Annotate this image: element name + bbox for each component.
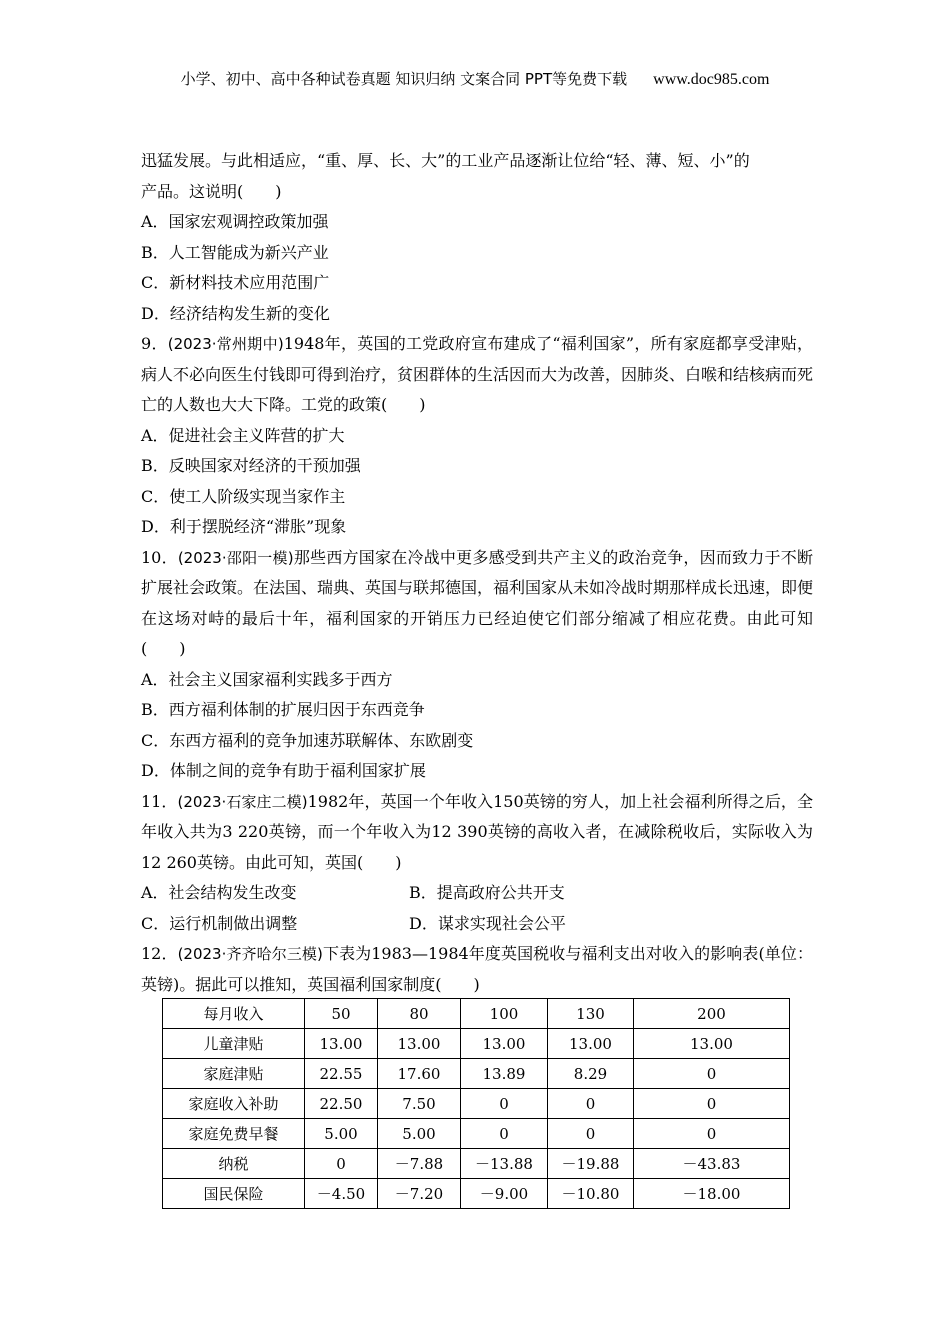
income-effect-table: [162, 998, 790, 1209]
table-cell: 13.00: [634, 1029, 790, 1059]
table-cell: 5.00: [305, 1119, 378, 1149]
question-content: [141, 146, 813, 1000]
q9-option-a: A．促进社会主义阵营的扩大: [141, 425, 345, 445]
q9-option-b: B．反映国家对经济的干预加强: [141, 456, 361, 475]
table-cell: 13.00: [378, 1029, 461, 1059]
table-row: [163, 1179, 790, 1209]
q10-option-a: A．社会主义国家福利实践多于西方: [141, 669, 393, 689]
q8-stem-line1: 迅猛发展。与此相适应，“重、厚、长、大”的工业产品逐渐让位给“轻、薄、短、小”的: [141, 151, 750, 170]
q11-option-a: A．社会结构发生改变: [141, 883, 297, 902]
table-cell: 22.50: [305, 1089, 378, 1119]
table-cell: 国民保险: [163, 1179, 305, 1209]
q10-text: 那些西方国家在冷战中更多感受到共产主义的政治竞争，因而致力于不断扩展社会政策。在法国、瑞典、英国与联邦德国，福利国家从未如冷战时期那样成长迅速，即便在这场对峙的最后十年，福利国家的开销压力已经迫使它们部分缩减了相应花费。由此可知( ): [141, 547, 814, 658]
table-cell: 100: [461, 999, 548, 1029]
q8-option-b: B．人工智能成为新兴产业: [141, 242, 329, 262]
table-row: [163, 1089, 790, 1119]
table-cell: 50: [305, 999, 378, 1029]
header-text: 小学、初中、高中各种试卷真题 知识归纳 文案合同 PPT等免费下载: [180, 70, 628, 88]
q9-option-d: D．利于摆脱经济“滞胀”现象: [141, 517, 347, 536]
table-cell: 家庭津贴: [163, 1059, 305, 1089]
q12-number: 12．: [141, 944, 178, 963]
table-row: [163, 1059, 790, 1089]
q11-source-tag: (2023·石家庄二模): [177, 792, 308, 811]
table-cell: 0: [634, 1119, 790, 1149]
table-cell: 儿童津贴: [163, 1029, 305, 1059]
table-cell: 0: [548, 1089, 634, 1119]
q11-option-b: B．提高政府公共开支: [409, 883, 565, 902]
table-cell: －7.88: [378, 1149, 461, 1179]
page-header: [0, 68, 950, 89]
table-cell: 家庭收入补助: [163, 1089, 305, 1119]
q10-option-c: C．东西方福利的竞争加速苏联解体、东欧剧变: [141, 730, 474, 750]
table-cell: 13.00: [548, 1029, 634, 1059]
table-cell: －43.83: [634, 1149, 790, 1179]
table-cell: －10.80: [548, 1179, 634, 1209]
q11-stem: [141, 787, 813, 879]
q8-option-c: C．新材料技术应用范围广: [141, 273, 330, 292]
table-cell: 0: [548, 1119, 634, 1149]
table-row: [163, 1029, 790, 1059]
q11-options-row2: [141, 909, 813, 940]
q9-option-c: C．使工人阶级实现当家作主: [141, 486, 346, 506]
table-cell: －9.00: [461, 1179, 548, 1209]
table-row: [163, 1119, 790, 1149]
table-cell: 7.50: [378, 1089, 461, 1119]
table-cell: 0: [634, 1059, 790, 1089]
table-cell: 家庭免费早餐: [163, 1119, 305, 1149]
header-site-link[interactable]: www.doc985.com: [653, 71, 770, 88]
table-cell: 80: [378, 999, 461, 1029]
table-row: [163, 999, 790, 1029]
table-cell: 13.00: [305, 1029, 378, 1059]
table-cell: 0: [461, 1089, 548, 1119]
table-cell: 纳税: [163, 1149, 305, 1179]
table-row: [163, 1149, 790, 1179]
q8-stem-line2: 产品。这说明( ): [141, 181, 282, 201]
table-cell: 8.29: [548, 1059, 634, 1089]
table-cell: 0: [305, 1149, 378, 1179]
table-cell: －4.50: [305, 1179, 378, 1209]
q12-stem: [141, 939, 813, 1000]
table-cell: 130: [548, 999, 634, 1029]
q8-option-d: D．经济结构发生新的变化: [141, 303, 330, 323]
table-cell: 5.00: [378, 1119, 461, 1149]
table-cell: 17.60: [378, 1059, 461, 1089]
q11-options-row1: [141, 878, 813, 909]
table-cell: －13.88: [461, 1149, 548, 1179]
q10-option-d: D．体制之间的竞争有助于福利国家扩展: [141, 761, 426, 780]
table-cell: －18.00: [634, 1179, 790, 1209]
table-cell: 13.00: [461, 1029, 548, 1059]
table-cell: －19.88: [548, 1149, 634, 1179]
q12-text: 下表为1983—1984年度英国税收与福利支出对收入的影响表(单位：英镑)。据此可以推知，英国福利国家制度( ): [141, 944, 813, 994]
q11-option-c: C．运行机制做出调整: [141, 913, 298, 933]
q10-stem: [141, 543, 813, 665]
q9-text: 1948年，英国的工党政府宣布建成了“福利国家”，所有家庭都享受津贴，病人不必向医生付钱即可得到治疗，贫困群体的生活因而大为改善，因肺炎、白喉和结核病而死亡的人数也大大下降。工党的政策( ): [141, 334, 814, 414]
q11-number: 11．: [141, 791, 178, 811]
table-cell: 22.55: [305, 1059, 378, 1089]
table-cell: 0: [634, 1089, 790, 1119]
table-cell: 0: [461, 1119, 548, 1149]
q10-option-b: B．西方福利体制的扩展归因于东西竞争: [141, 700, 425, 719]
table-cell: 13.89: [461, 1059, 548, 1089]
q10-source-tag: (2023·邵阳一模): [177, 548, 294, 567]
table-cell: 每月收入: [163, 999, 305, 1029]
q8-option-a: A．国家宏观调控政策加强: [141, 212, 329, 231]
table-cell: 200: [634, 999, 790, 1029]
q9-stem: [141, 329, 813, 421]
q10-number: 10．: [141, 547, 178, 567]
table-cell: －7.20: [378, 1179, 461, 1209]
q11-text: 1982年，英国一个年收入150英镑的穷人，加上社会福利所得之后，全年收入共为3 220英镑，而一个年收入为12 390英镑的高收入者，在减除税收后，实际收入为12 260英镑。由此可知，英国( ): [141, 791, 813, 872]
q9-number: 9．: [141, 334, 168, 353]
q11-option-d: D．谋求实现社会公平: [409, 913, 566, 933]
q12-source-tag: (2023·齐齐哈尔三模): [177, 945, 323, 963]
q9-source-tag: (2023·常州期中): [167, 335, 284, 353]
